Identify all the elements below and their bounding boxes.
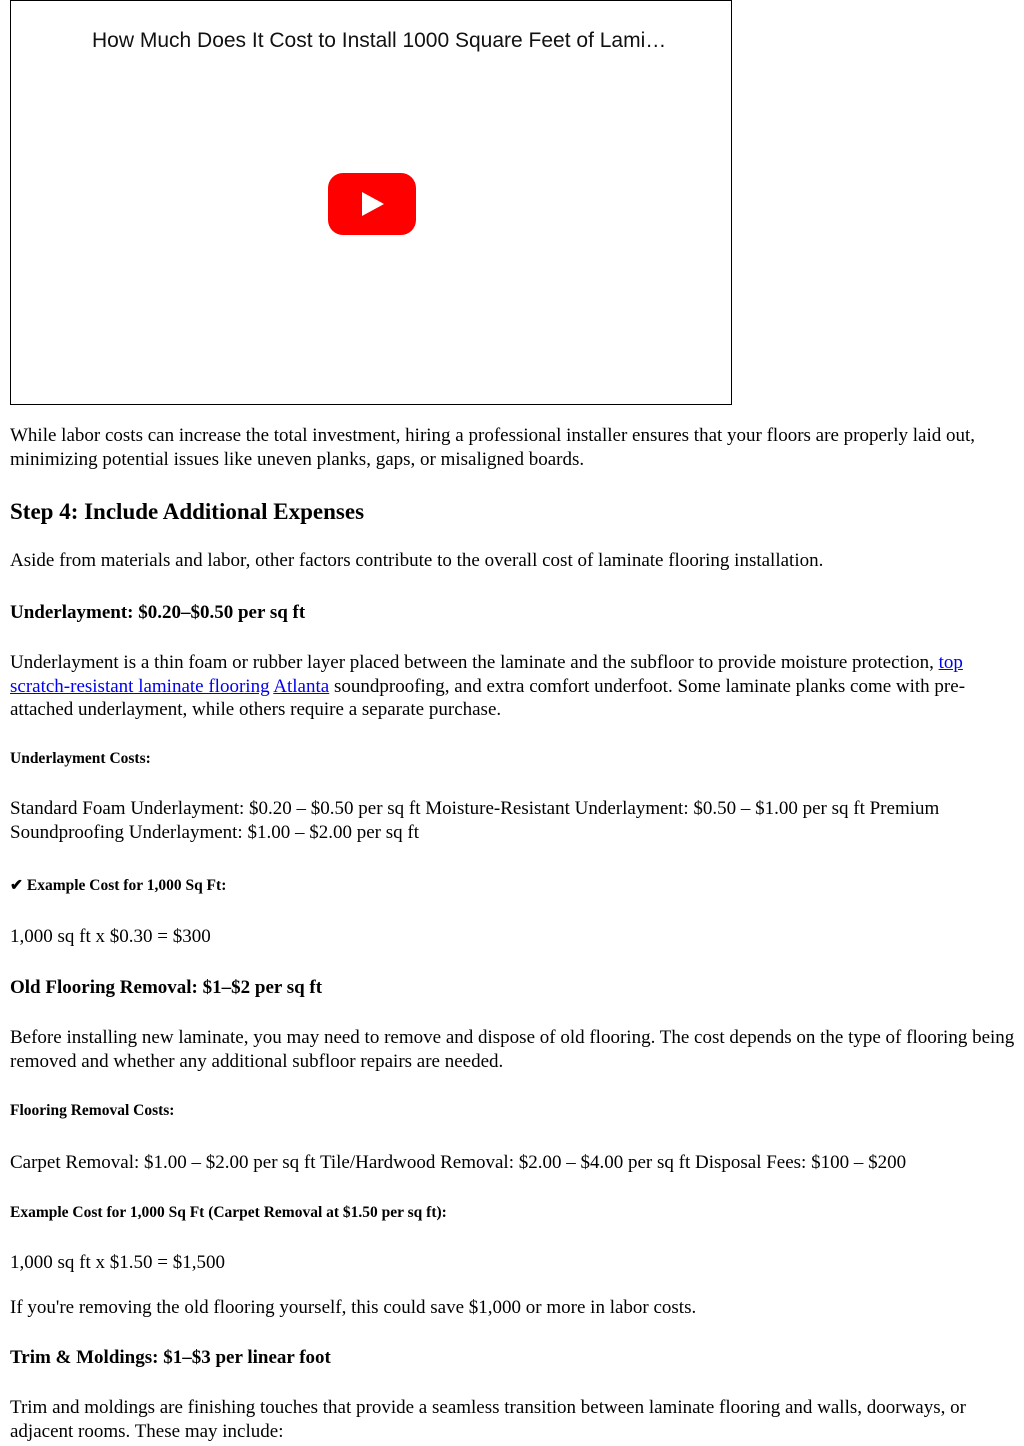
underlayment-text-1: Underlayment is a thin foam or rubber layer placed between the laminate and the subfloor to provide moisture protection, [10, 652, 939, 673]
heading-old-flooring-removal: Old Flooring Removal: $1–$2 per sq ft [10, 977, 323, 998]
paragraph-trim: Trim and moldings are finishing touches that provide a seamless transition between laminate flooring and walls, doorways, or adjacent rooms. These may include: [10, 1397, 966, 1442]
paragraph-aside: Aside from materials and labor, other factors contribute to the overall cost of laminate flooring installation. [10, 550, 824, 571]
heading-step-4: Step 4: Include Additional Expenses [10, 499, 365, 524]
heading-underlayment: Underlayment: $0.20–$0.50 per sq ft [10, 602, 306, 623]
paragraph-example-2: 1,000 sq ft x $1.50 = $1,500 [10, 1252, 225, 1273]
paragraph-underlayment [10, 651, 1018, 722]
heading-example-cost-1: ✔ Example Cost for 1,000 Sq Ft: [10, 877, 227, 894]
video-title[interactable]: How Much Does It Cost to Install 1000 Square Feet of Lami… [92, 29, 667, 52]
paragraph-example-1: 1,000 sq ft x $0.30 = $300 [10, 926, 211, 947]
underlayment-text-2: soundproofing, and extra comfort underfoot. Some laminate planks come with pre-attached underlayment, while others require a separate purchase. [10, 675, 966, 720]
paragraph-removal: Before installing new laminate, you may need to remove and dispose of old flooring. The cost depends on the type of flooring being removed and whether any additional subfloor repairs are needed. [10, 1027, 1015, 1072]
link-scratch-resistant-flooring[interactable]: top scratch-resistant laminate flooring [10, 652, 963, 697]
heading-underlayment-costs: Underlayment Costs: [10, 750, 151, 767]
paragraph-underlayment-costs: Standard Foam Underlayment: $0.20 – $0.50 per sq ft Moisture-Resistant Underlayment: $0.50 – $1.00 per sq ft Premium Soundproofing Underlayment: $1.00 – $2.00 per sq ft [10, 798, 940, 843]
link-atlanta[interactable]: Atlanta [273, 675, 330, 697]
heading-removal-costs: Flooring Removal Costs: [10, 1102, 175, 1119]
paragraph-labor: While labor costs can increase the total investment, hiring a professional installer ensures that your floors are properly laid out, minimizing potential issues like uneven planks, gaps, or misaligned boards. [10, 425, 976, 470]
video-embed[interactable] [10, 0, 732, 405]
heading-trim-moldings: Trim & Moldings: $1–$3 per linear foot [10, 1347, 331, 1368]
play-icon[interactable] [328, 173, 416, 235]
paragraph-removal-costs: Carpet Removal: $1.00 – $2.00 per sq ft Tile/Hardwood Removal: $2.00 – $4.00 per sq ft Disposal Fees: $100 – $200 [10, 1152, 907, 1173]
paragraph-diy-savings: If you're removing the old flooring yourself, this could save $1,000 or more in labor costs. [10, 1297, 697, 1318]
heading-example-cost-2: Example Cost for 1,000 Sq Ft (Carpet Removal at $1.50 per sq ft): [10, 1204, 447, 1221]
